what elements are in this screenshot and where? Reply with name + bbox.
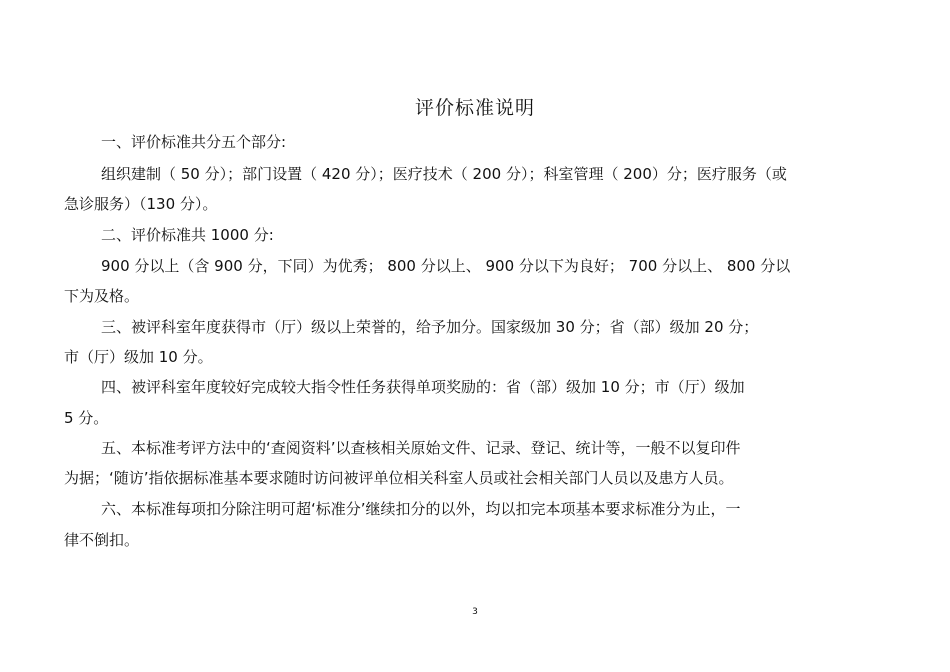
paragraph-5-line-1: 三、被评科室年度获得市（厅）级以上荣誉的，给予加分。国家级加 30 分；省（部）级加 20 分； xyxy=(101,318,759,336)
paragraph-3-line-1: 二、评价标准共 1000 分: xyxy=(101,226,274,244)
paragraph-8-line-2: 律不倒扣。 xyxy=(64,531,140,549)
paragraph-5-line-2: 市（厅）级加 10 分。 xyxy=(64,348,213,366)
paragraph-2-line-2: 急诊服务）（130 分）。 xyxy=(64,195,218,213)
paragraph-7-line-1: 五、本标准考评方法中的‘查阅资料’以查核相关原始文件、记录、登记、统计等，一般不以复印件 xyxy=(101,439,741,457)
page-number: 3 xyxy=(472,607,478,617)
paragraph-8-line-1: 六、本标准每项扣分除注明可超‘标准分’继续扣分的以外，均以扣完本项基本要求标准分为止，一 xyxy=(101,500,741,518)
paragraph-6-line-1: 四、被评科室年度较好完成较大指令性任务获得单项奖励的：省（部）级加 10 分；市（厅）级加 xyxy=(101,378,745,396)
paragraph-1-line-1: 一、评价标准共分五个部分: xyxy=(101,133,287,151)
paragraph-4-line-2: 下为及格。 xyxy=(64,287,140,305)
paragraph-6-line-2: 5 分。 xyxy=(64,409,109,427)
paragraph-7-line-2: 为据；‘随访’指依据标准基本要求随时访问被评单位相关科室人员或社会相关部门人员以及患方人员。 xyxy=(64,469,734,487)
document-title: 评价标准说明 xyxy=(414,97,535,119)
paragraph-4-line-1: 900 分以上（含 900 分，下同）为优秀； 800 分以上、 900 分以下为良好； 700 分以上、 800 分以 xyxy=(101,257,791,275)
paragraph-2-line-1: 组织建制（ 50 分）；部门设置（ 420 分）；医疗技术（ 200 分）；科室管理（ 200）分；医疗服务（或 xyxy=(101,165,787,183)
